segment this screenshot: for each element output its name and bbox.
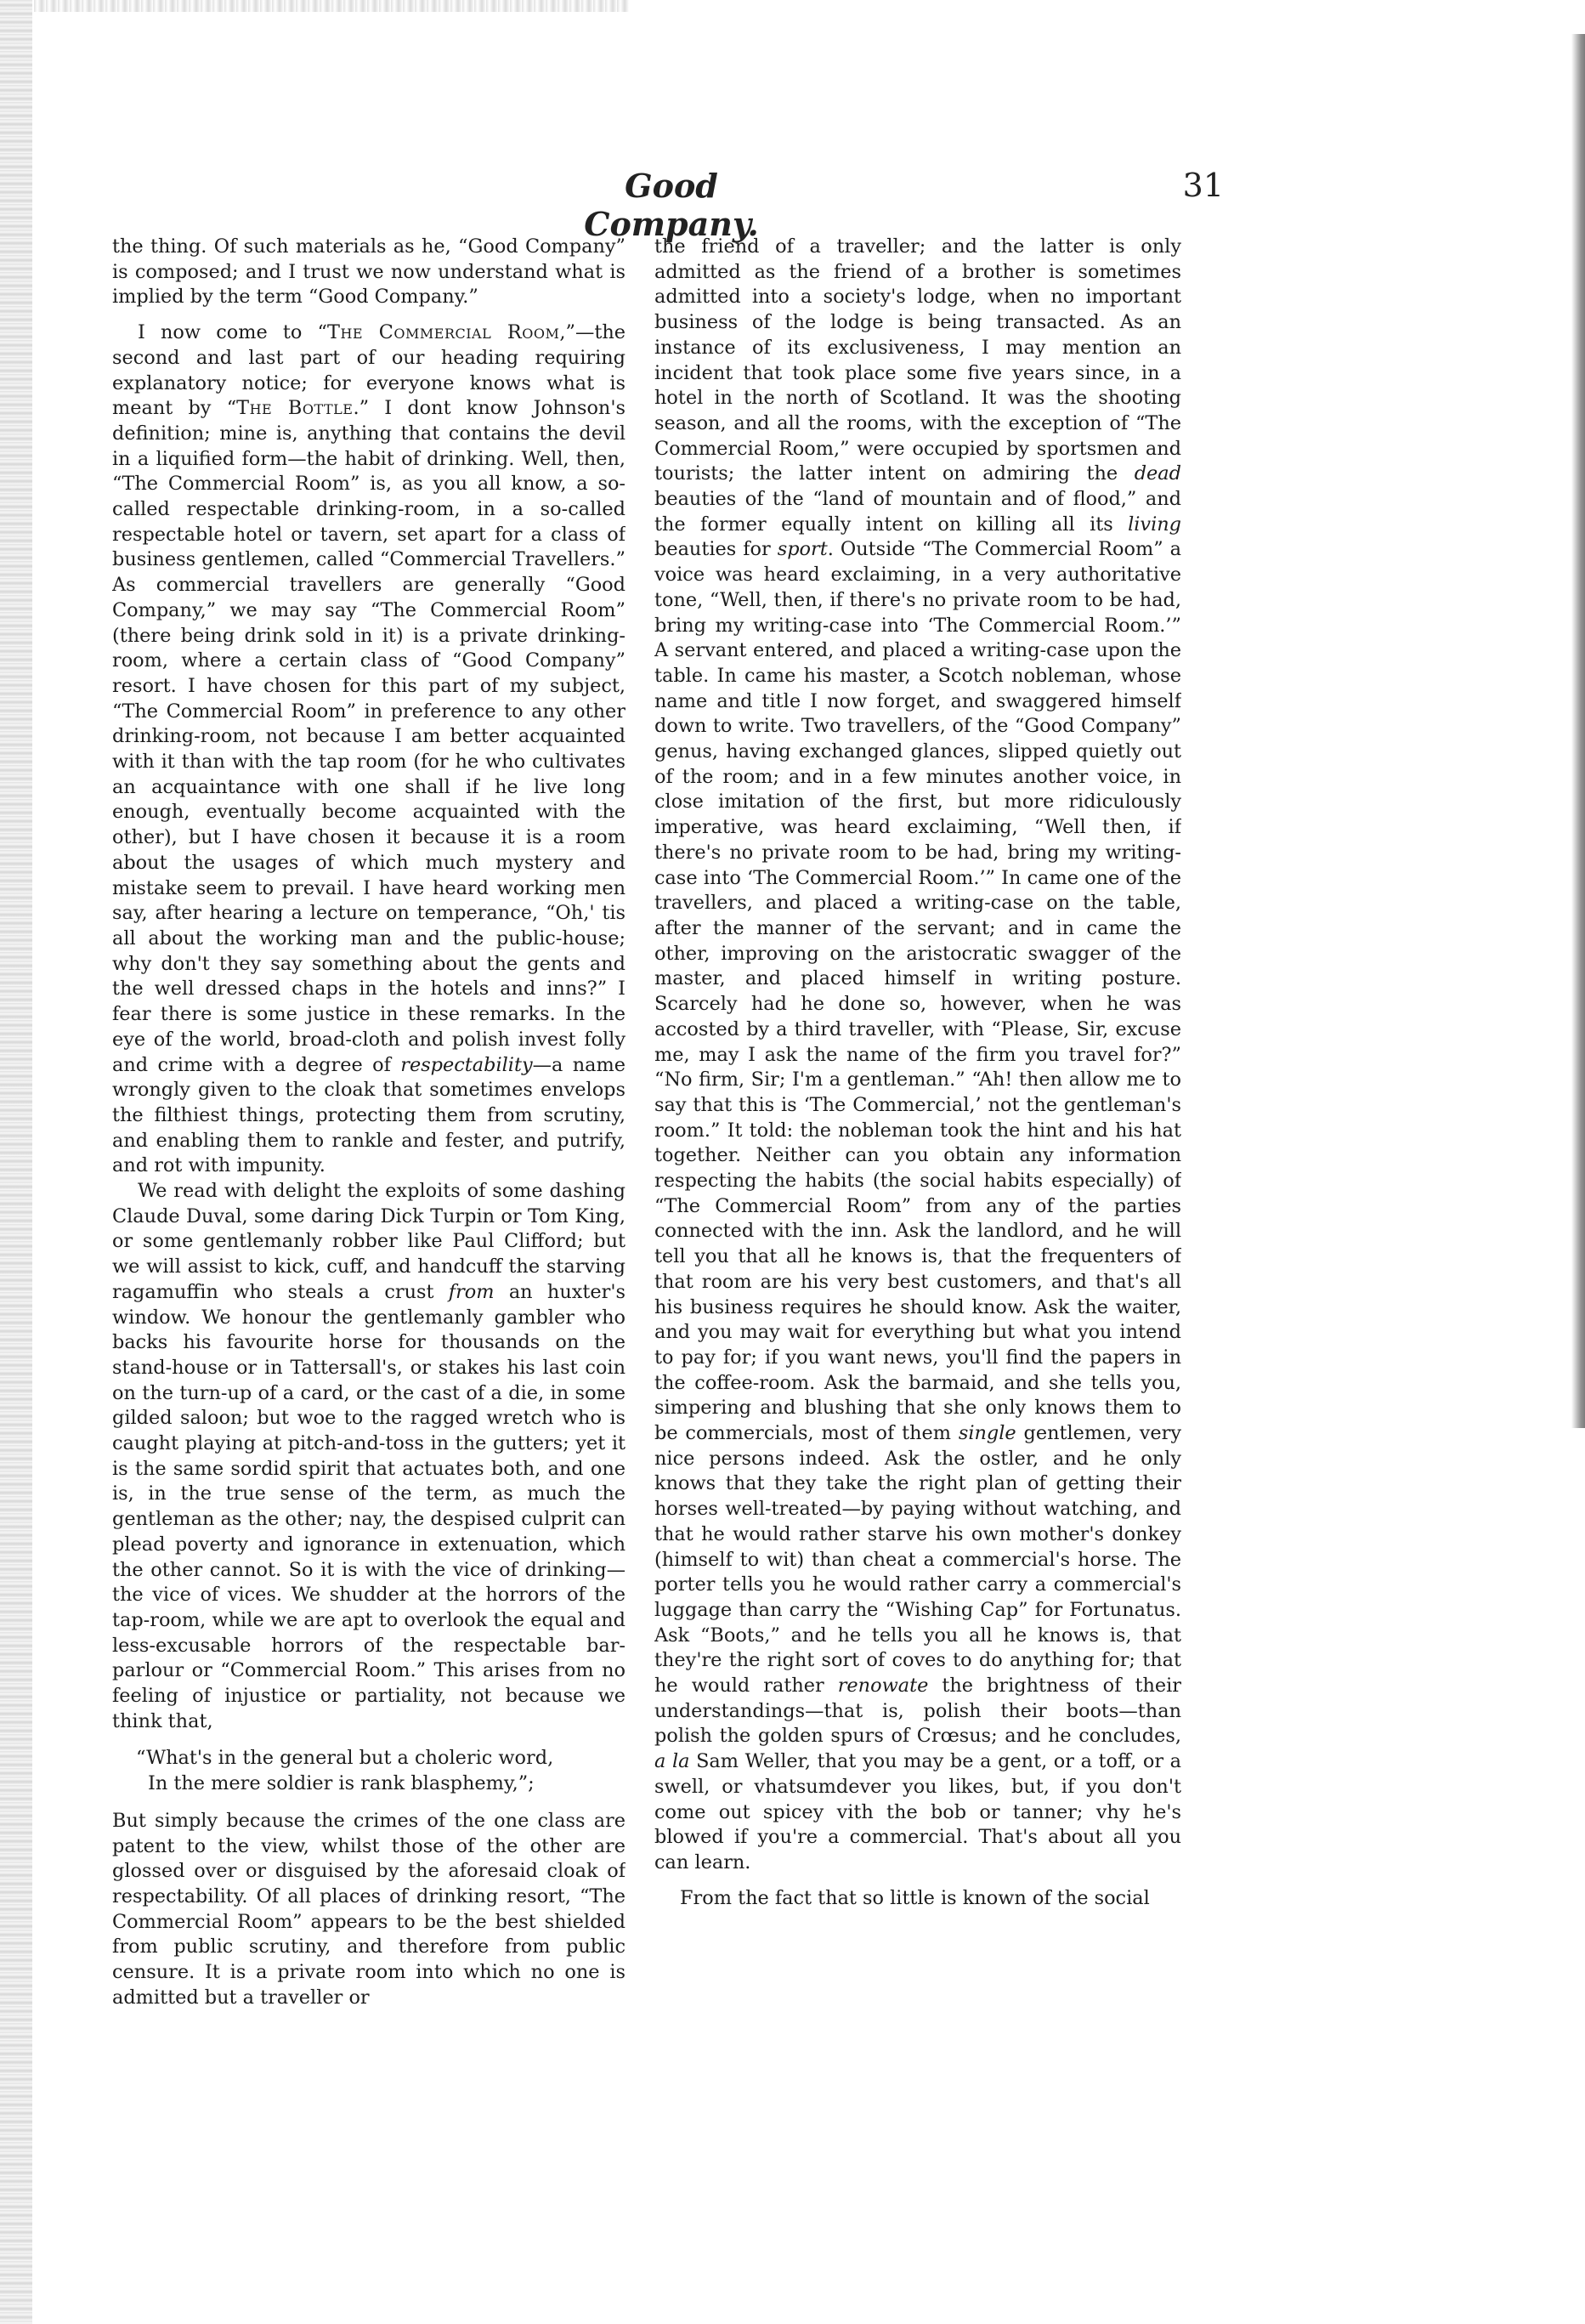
paragraph: But simply because the crimes of the one class are patent to the view, whilst those of the other are glossed over or disguised by the aforesaid cloak of respectability. Of all places of drinking resort, “The Commercial Room” appears to be the best shielded from public scrutiny, and therefore from public censure. It is a private room into which no one is admitted but a traveller or	[112, 1809, 626, 2009]
text-run: I now come to “	[138, 321, 328, 344]
paragraph	[112, 320, 626, 1179]
text-run: beauties for	[654, 538, 778, 561]
text-run: Sam Weller, that you may be a gent, or a toff, or a swell, or vhatsumdever you likes, but, if you don't come out spicey vith the bob or tanner; vhy he's blowed if you're a commercial. That's about all you can learn.	[654, 1750, 1181, 1873]
verse-line: In the mere soldier is rank blasphemy,”;	[148, 1772, 535, 1795]
text-run: . Outside “The Commercial Room” a voice was heard exclaiming, in a very authoritative tone, “Well, then, if there's no private room to be had, bring my writing-case into ‘The Commercial Room.’” A servant entered, and placed a writing-case upon the table. In came his master, a Scotch nobleman, whose name and title I now forget, and swaggered himself down to write. Two travellers, of the “Good Company” genus, having exchanged glances, slipped quietly out of the room; and in a few minutes another voice, in close imitation of the first, but more ridiculously imperative, was heard exclaiming, “Well then, if there's no private room to be had, bring my writing-case into ‘The Commercial Room.’” In came one of the travellers, and placed a writing-case on the table, after the manner of the servant; and in came the other, improving on the aristocratic swagger of the master, and placed himself in writing posture. Scarcely had he done so, however, when he was accosted by a third traveller, with “Please, Sir, excuse me, may I ask the name of the firm you travel for?” “No firm, Sir; I'm a gentleman.” “Ah! then allow me to say that this is ‘The Commercial,’ not the gentleman's room.” It told: the nobleman took the hint and his hat together. Neither can you obtain any information respecting the habits (the social habits especially) of “The Commercial Room” from any of the parties connected with the inn. Ask the landlord, and he will tell you that all he knows is, that the frequenters of that room are his very best customers, and that's all his business requires he should know. Ask the waiter, and you may wait for everything but what you intend to pay for; if you want news, you'll find the papers in the coffee-room. Ask the barmaid, and she tells you, simpering and blushing that she only knows them to be commercials, most of them	[654, 538, 1181, 1445]
text-run: the brightness of their understandings—that is, polish their boots—than polish the golden spurs of Crœsus; and he concludes,	[654, 1675, 1181, 1748]
verse-quote	[136, 1746, 626, 1796]
italic-text: renowate	[837, 1675, 929, 1698]
left-column	[112, 235, 626, 2300]
scan-edge-top	[34, 0, 629, 12]
italic-text: respectability	[400, 1053, 533, 1076]
paragraph	[112, 1179, 626, 1734]
page-number: 31	[1182, 167, 1224, 204]
italic-text: single	[958, 1422, 1016, 1445]
small-caps-text: The Commercial Room	[327, 321, 560, 344]
running-title: Good Company.	[584, 167, 759, 243]
text-run: .” I dont know Johnson's definition; mine is, anything that contains the devil in a liquified form—the habit of drinking. Well, then, “The Commercial Room” is, as you all know, a so-called respectable drinking-room, in a so-called respectable hotel or tavern, set apart for a class of business gentlemen, called “Commercial Travellers.” As commercial travellers are generally “Good Company,” we may say “The Commercial Room” (there being drink sold in it) is a private drinking-room, where a certain class of “Good Company” resort. I have chosen for this part of my subject, “The Commercial Room” in preference to any other drinking-room, not because I am better acquainted with it than with the tap room (for he who cultivates an acquaintance with one shall if he live long enough, eventually become acquainted with the other), but I have chosen it because it is a room about the usages of which much mystery and mistake seem to prevail. I have heard working men say, after hearing a lecture on temperance, “Oh,' tis all about the working man and the public-house; why don't they say something about the gents and the well dressed chaps in the hotels and inns?” I fear there is some justice in these remarks. In the eye of the world, broad-cloth and polish invest folly and crime with a degree of	[112, 397, 626, 1076]
right-column	[654, 235, 1181, 2300]
italic-text: dead	[1134, 462, 1181, 485]
italic-text: living	[1128, 513, 1181, 536]
italic-text: from	[448, 1280, 495, 1303]
text-run: the friend of a traveller; and the latter is only admitted as the friend of a brother is sometimes admitted into a society's lodge, when no important business of the lodge is being transacted. As an instance of its exclusiveness, I may mention an incident that took place some five years since, in a hotel in the north of Scotland. It was the shooting season, and all the rooms, with the exception of “The Commercial Room,” were occupied by sportsmen and tourists; the latter intent on admiring the	[654, 235, 1181, 485]
text-run: —a name wrongly given to the cloak that sometimes envelops the filthiest things, protecting them from scrutiny, and enabling them to rankle and fester, and putrify, and rot with impunity.	[112, 1053, 626, 1177]
scan-edge-right	[1571, 34, 1585, 1428]
verse-line: “What's in the general but a choleric word,	[136, 1747, 554, 1770]
text-run: ,”—the second and last part of our heading requiring explanatory notice; for everyone knows what is meant by “	[112, 321, 626, 420]
text-run: an huxter's window. We honour the gentlemanly gambler who backs his favourite horse for thousands on the stand-house or in Tattersall's, or stakes his last coin on the turn-up of a card, or the cast of a die, in some gilded saloon; but woe to the ragged wretch who is caught playing at pitch-and-toss in the gutters; yet it is the same sordid spirit that actuates both, and one is, in the true sense of the term, as much the gentleman as the other; nay, the despised culprit can plead poverty and ignorance in extenuation, which the other cannot. So it is with the vice of drinking—the vice of vices. We shudder at the horrors of the tap-room, while we are apt to overlook the equal and less-excusable horrors of the respectable bar-parlour or “Commercial Room.” This arises from no feeling of injustice or partiality, not because we think that,	[112, 1280, 626, 1732]
italic-text: a la	[654, 1750, 690, 1773]
paragraph: From the fact that so little is known of the social	[680, 1886, 1150, 1909]
paragraph	[654, 235, 1181, 1876]
text-run: beauties of the “land of mountain and of flood,” and the former equally intent on killing all its	[654, 488, 1181, 536]
text-run: gentlemen, very nice persons indeed. Ask the ostler, and he only knows that they take the right plan of getting their horses well-treated—by paying without watching, and that he would rather starve his own mother's donkey (himself to wit) than cheat a commercial's horse. The porter tells you he would rather carry a commercial's luggage than carry the “Wishing Cap” for Fortunatus. Ask “Boots,” and he tells you all he knows is, that they're the right sort of coves to do anything for; that he would rather	[654, 1422, 1181, 1698]
paragraph: the thing. Of such materials as he, “Good Company” is composed; and I trust we now understand what is implied by the term “Good Company.”	[112, 235, 626, 309]
small-caps-text: The Bottle	[236, 397, 354, 420]
italic-text: sport	[777, 538, 828, 561]
text-run: We read with delight the exploits of some dashing Claude Duval, some daring Dick Turpin or Tom King, or some gentlemanly robber like Paul Clifford; but we will assist to kick, cuff, and handcuff the starving ragamuffin who steals a crust	[112, 1180, 626, 1303]
scan-edge-left	[0, 0, 32, 2324]
